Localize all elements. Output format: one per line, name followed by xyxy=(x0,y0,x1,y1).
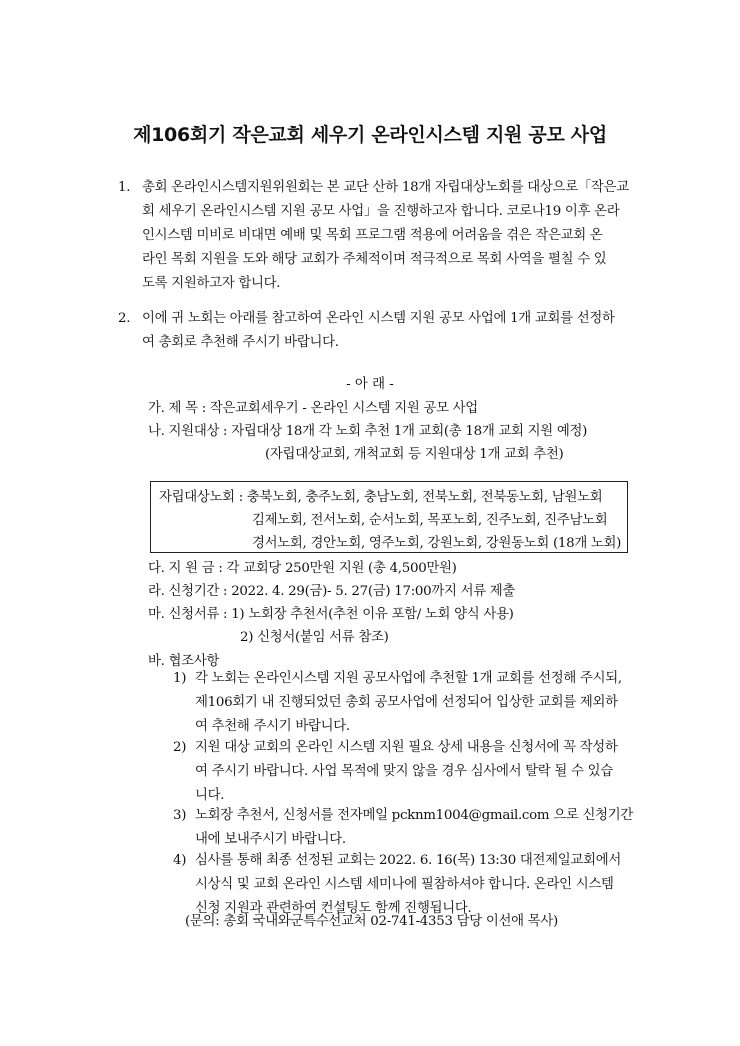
item-ba: 바. 협조사항 xyxy=(148,654,220,669)
item-na-2: (자립대상교회, 개척교회 등 지원대상 1개 교회 추천) xyxy=(265,447,564,462)
coop-item-line: 심사를 통해 최종 선정된 교회는 2022. 6. 16(목) 13:30 대전제일교회에서 xyxy=(195,853,621,868)
coop-item-number: 1) xyxy=(173,671,187,686)
paragraph-1-line: 인시스템 미비로 비대면 예배 및 목회 프로그램 적용에 어려움을 겪은 작은교회 온 xyxy=(142,228,603,243)
coop-item-line: 지원 대상 교회의 온라인 시스템 지원 필요 상세 내용을 신청서에 꼭 작성하 xyxy=(195,740,618,755)
coop-item-number: 2) xyxy=(173,740,187,755)
coop-item-3 xyxy=(173,804,643,852)
coop-item-1 xyxy=(173,667,643,739)
paragraph-2 xyxy=(118,307,638,355)
coop-item-number: 3) xyxy=(173,808,187,823)
presbytery-line-3: 경서노회, 경안노회, 영주노회, 강원노회, 강원동노회 (18개 노회) xyxy=(252,536,622,551)
document-title: 제106회기 작은교회 세우기 온라인시스템 지원 공모 사업 xyxy=(133,124,607,146)
coop-item-line: 내에 보내주시기 바랍니다. xyxy=(195,832,346,847)
coop-item-line: 여 주시기 바랍니다. 사업 목적에 맞지 않을 경우 심사에서 탈락 될 수 있습 xyxy=(195,764,613,779)
coop-item-line: 제106회기 내 진행되었던 총회 공모사업에 선정되어 입상한 교회를 제외하 xyxy=(195,695,618,710)
coop-item-number: 4) xyxy=(173,853,187,868)
presbytery-line-1: 자립대상노회 : 충북노회, 충주노회, 충남노회, 전북노회, 전북동노회, 남원노회 xyxy=(159,490,603,505)
paragraph-1 xyxy=(118,176,638,296)
item-ga: 가. 제 목 : 작은교회세우기 - 온라인 시스템 지원 공모 사업 xyxy=(148,401,478,416)
coop-item-2 xyxy=(173,736,643,808)
item-na-1: 나. 지원대상 : 자립대상 18개 각 노회 추천 1개 교회(총 18개 교회 지원 예정) xyxy=(148,424,588,439)
coop-item-line: 시상식 및 교회 온라인 시스템 세미나에 필참하셔야 합니다. 온라인 시스템 xyxy=(195,877,614,892)
coop-item-line: 니다. xyxy=(195,788,225,803)
paragraph-2-line: 이에 귀 노회는 아래를 참고하여 온라인 시스템 지원 공모 사업에 1개 교회를 선정하 xyxy=(142,311,615,326)
item-da: 다. 지 원 금 : 각 교회당 250만원 지원 (총 4,500만원) xyxy=(148,561,457,576)
contact-info: (문의: 총회 국내와군특수선교처 02-741-4353 담당 이선애 목사) xyxy=(185,914,558,929)
paragraph-1-number: 1. xyxy=(118,180,131,195)
coop-item-line: 노회장 추천서, 신청서를 전자메일 pcknm1004@gmail.com 으로 신청기간 xyxy=(195,808,634,823)
below-heading: - 아 래 - xyxy=(346,377,394,392)
paragraph-2-number: 2. xyxy=(118,311,131,326)
item-ma-2: 2) 신청서(붙임 서류 참조) xyxy=(240,630,389,645)
item-ra: 라. 신청기간 : 2022. 4. 29(금)- 5. 27(금) 17:00까지 서류 제출 xyxy=(148,584,516,599)
coop-item-line: 여 추천해 주시기 바랍니다. xyxy=(195,719,350,734)
paragraph-1-line: 회 세우기 온라인시스템 지원 공모 사업」을 진행하고자 합니다. 코로나19 이후 온라 xyxy=(142,204,620,219)
paragraph-1-line: 총회 온라인시스템지원위원회는 본 교단 산하 18개 자립대상노회를 대상으로「작은교 xyxy=(142,180,629,195)
paragraph-1-line: 라인 목회 지원을 도와 해당 교회가 주체적이며 적극적으로 목회 사역을 펼칠 수 있 xyxy=(142,252,607,267)
presbytery-line-2: 김제노회, 전서노회, 순서노회, 목포노회, 진주노회, 진주남노회 xyxy=(252,513,608,528)
paragraph-2-line: 여 총회로 추천해 주시기 바랍니다. xyxy=(142,335,339,350)
coop-item-line: 신청 지원과 관련하여 컨설팅도 함께 진행됩니다. xyxy=(195,901,472,916)
coop-item-line: 각 노회는 온라인시스템 지원 공모사업에 추천할 1개 교회를 선정해 주시되, xyxy=(195,671,622,686)
paragraph-1-line: 도록 지원하고자 합니다. xyxy=(142,276,281,291)
item-ma-1: 마. 신청서류 : 1) 노회장 추천서(추천 이유 포함/ 노회 양식 사용) xyxy=(148,607,514,622)
